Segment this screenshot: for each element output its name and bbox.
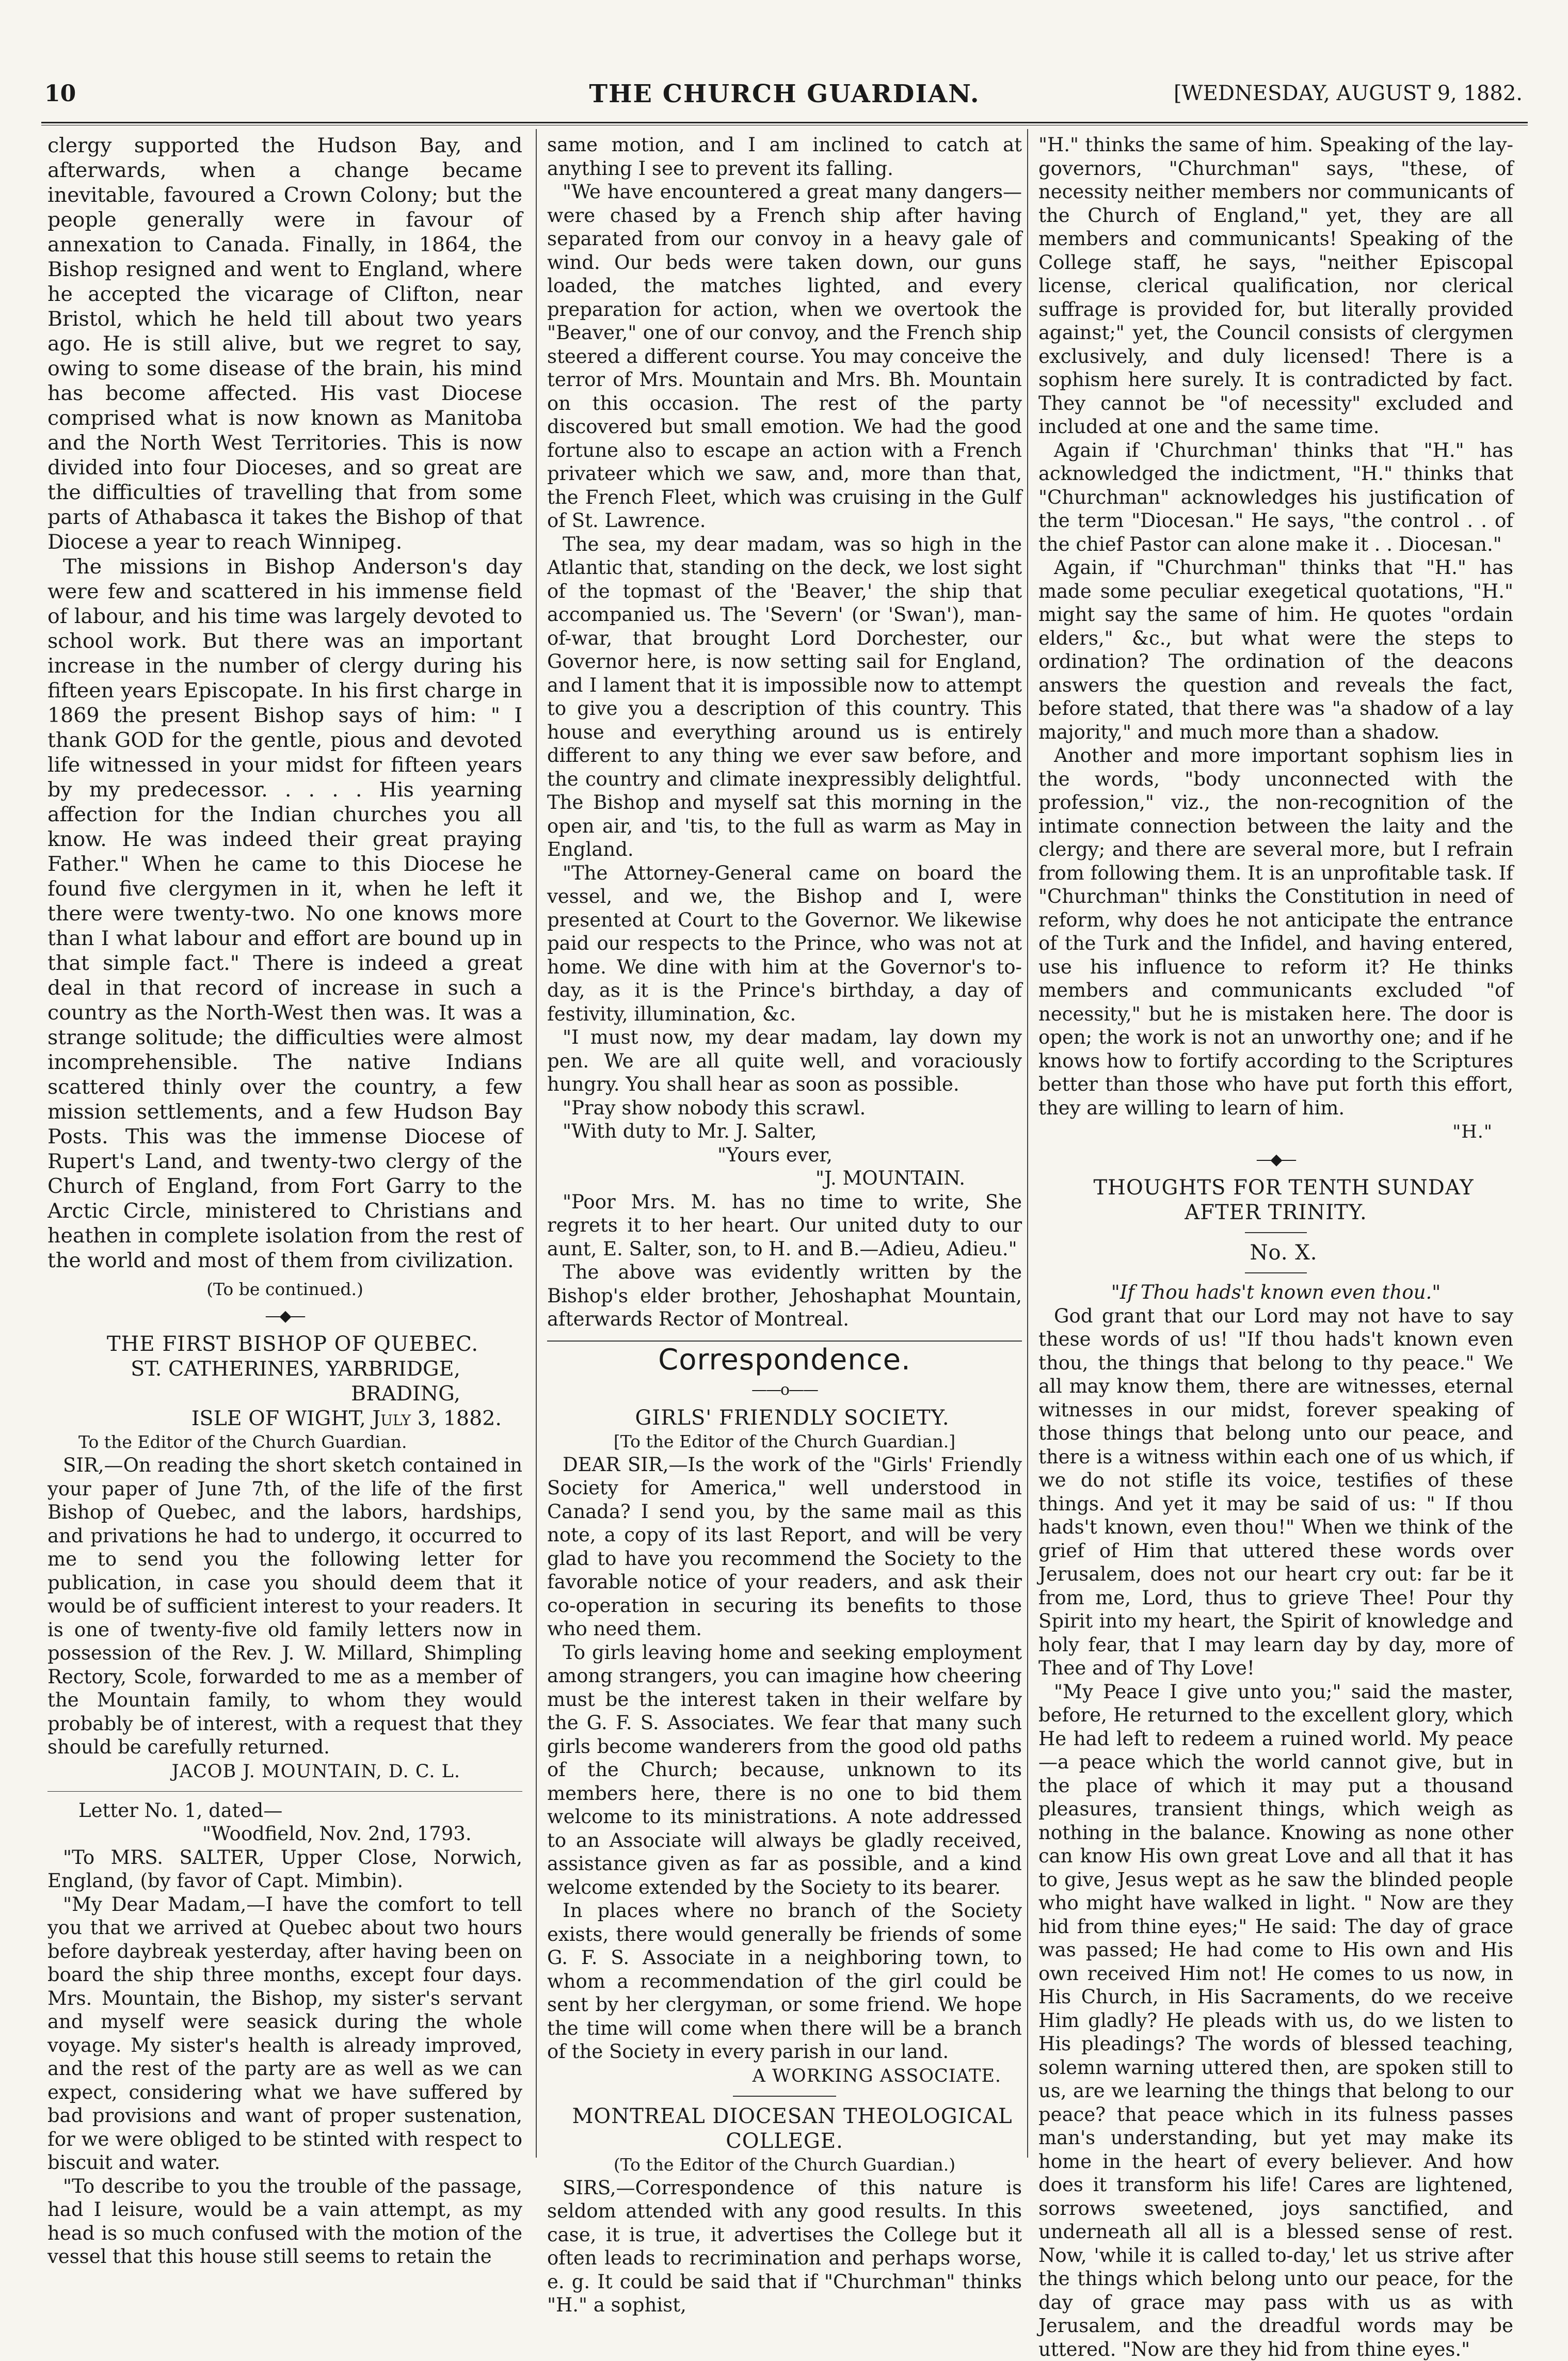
newspaper-title: THE CHURCH GUARDIAN. — [41, 79, 1528, 108]
letter-date: "Woodfield, Nov. 2nd, 1793. — [47, 1822, 522, 1846]
paragraph: The above was evidently written by the Bishop's elder brother, Jehoshaphat Mountain, afterwards Rector of Montreal. — [547, 1261, 1022, 1331]
divider — [1245, 1232, 1307, 1233]
letter-label: Letter No. 1, dated— — [47, 1799, 522, 1823]
paragraph: "With duty to Mr. J. Salter, — [547, 1120, 1022, 1143]
ornament: ——o—— — [547, 1378, 1022, 1402]
to-editor: [To the Editor of the Church Guardian.] — [547, 1430, 1022, 1453]
section-heading-correspondence: Correspondence. — [547, 1348, 1022, 1373]
paragraph: The missions in Bishop Anderson's day were few and scattered in his immense field of labour, and his time was largely devoted to school work. But there was an important increase in the number of clergy during his fifteen years Episcopate. In his first charge in 1869 the present Bishop says of him: " I thank GOD for the gentle, pious and devoted life witnessed in your midst for fifteen years by my predecessor. . . . . His yearning affection for the Indian churches you all know. He was indeed their great praying Father." When he came to this Diocese he found five clergymen in it, when he left it there were twenty-two. No one knows more than I what labour and effort are bound up in that simple fact." There is indeed a great deal in that record of increase in such a country as the North-West then was. It was a strange solitude; the difficulties were almost incomprehensible. The native Indians scattered thinly over the country, a few mission settlements, and a few Hudson Bay Posts. This was the immense Diocese of Rupert's Land, and twenty-two clergy of the Church of England, from Fort Garry to the Arctic Circle, ministered to Christians and heathen in complete isolation from the rest of the world and most of them from civilization. — [47, 554, 522, 1273]
article-heading: GIRLS' FRIENDLY SOCIETY. — [547, 1406, 1022, 1430]
paragraph: "Pray show nobody this scrawl. — [547, 1096, 1022, 1120]
paragraph: God grant that our Lord may not have to say these words of us! "If thou hads't known even thou, the things that belong to thy peace." We all may know them, there are witnesses, eternal witnesses in our midst, forever speaking of those things that belong unto our peace, and there is a witness within each one of us which, if we do not stifle its voice, testifies of these things. And yet it may be said of us: " If thou hads't known, even thou!" When we think of the grief of Him that uttered these words over Jerusalem, does not our heart cry out: far be it from me, Lord, thus to grieve Thee! Pour thy Spirit into my heart, the Spirit of knowledge and holy fear, that I may learn day by day, more of Thee and of Thy Love! — [1038, 1304, 1513, 1680]
article-heading: MONTREAL DIOCESAN THEOLOGICAL COLLEGE. — [547, 2104, 1022, 2153]
paragraph: same motion, and I am inclined to catch at anything I see to prevent its falling. — [547, 133, 1022, 180]
paragraph: "To describe to you the trouble of the passage, had I leisure, would be a vain attempt, as my head is so much confused with the motion of the vessel that this house still seems to retain the — [47, 2175, 522, 2269]
paragraph: In places where no branch of the Society exists, there would generally be friends of some G. F. S. Associate in a neighboring town, to whom a recommendation of the girl could be sent by her clergyman, or some friend. We hope the time will come when there will be a branch of the Society in every parish in our land. — [547, 1899, 1022, 2064]
paragraph: "I must now, my dear madam, lay down my pen. We are all quite well, and voraciously hungry. You shall hear as soon as possible. — [547, 1026, 1022, 1096]
signature: JACOB J. MOUNTAIN, D. C. L. — [47, 1759, 460, 1784]
issue-date: [WEDNESDAY, AUGUST 9, 1882. — [1174, 82, 1523, 105]
paragraph: clergy supported the Hudson Bay, and afterwards, when a change became inevitable, favoured a Crown Colony; but the people generally were in favour of annexation to Canada. Finally, in 1864, the Bishop resigned and went to England, where he accepted the vicarage of Clifton, near Bristol, which he held till about two years ago. He is still alive, but we regret to say, owing to some disease of the brain, his mind has become affected. His vast Diocese comprised what is now known as Manitoba and the North West Territories. This is now divided into four Dioceses, and so great are the difficulties of travelling that from some parts of Athabasca it takes the Bishop of that Diocese a year to reach Winnipeg. — [47, 133, 522, 554]
column-divider — [1027, 129, 1028, 2158]
to-editor: To the Editor of the Church Guardian. — [47, 1431, 522, 1454]
divider — [47, 1791, 522, 1792]
paragraph: Again, if "Churchman" thinks that "H." has made some peculiar exegetical quotations, "H." might say the same of him. He quotes "ordain elders," &c., but what were the steps to ordination? The ordination of the deacons answers the question and reveals the fact, before stated, that there was "a shadow of a lay majority," and much more than a shadow. — [1038, 556, 1513, 744]
paragraph: "My Dear Madam,—I have the comfort to tell you that we arrived at Quebec about two hours before daybreak yesterday, after having been on board the ship three months, except four days. Mrs. Mountain, the Bishop, my sister's servant and myself were seasick during the whole voyage. My sister's health is already improved, and the rest of the party are as well as we can expect, considering what we have suffered by bad provisions and want of proper sustenation, for we were obliged to be stinted with respect to biscuit and water. — [47, 1893, 522, 2175]
column-2 — [547, 133, 1022, 2317]
paragraph: DEAR SIR,—Is the work of the "Girls' Friendly Society for America," well understood in Canada? I send you, by the same mail as this note, a copy of its last Report, and will be very glad to have you recommend the Society to the favorable notice of your readers, and ask their co-operation in securing its benefits to those who need them. — [547, 1453, 1022, 1641]
epigraph: "If Thou hads't known even thou." — [1038, 1281, 1513, 1304]
letter-recipient: "To MRS. SALTER, Upper Close, Norwich, England, (by favor of Capt. Mimbin). — [47, 1846, 522, 1893]
paragraph: To girls leaving home and seeking employment among strangers, you can imagine how cheering must be the interest taken in their welfare by the G. F. S. Associates. We fear that many such girls become wanderers from the good old paths of the Church; because, unknown to its members here, there is no one to bid them welcome to its ministrations. A note addressed to an Associate will always be gladly received, assistance given as far as possible, and a kind welcome extended by the Society to its bearer. — [547, 1641, 1022, 1900]
divider — [733, 2096, 836, 2097]
paragraph: SIRS,—Correspondence of this nature is seldom attended with any good results. In this case, it is true, it advertises the College but it often leads to recrimination and perhaps worse, e. g. It could be said that if "Churchman" thinks "H." a sophist, — [547, 2176, 1022, 2317]
to-editor: (To the Editor of the Church Guardian.) — [547, 2153, 1022, 2176]
paragraph: "H." thinks the same of him. Speaking of the lay-governors, "Churchman" says, "these, of necessity neither members nor communicants of the Church of England," yet, they are all members and communicants! Speaking of the College staff, he says, "neither Episcopal license, clerical qualification, nor clerical suffrage is provided for, but literally provided against;" yet, the Council consists of clergymen exclusively, and duly licensed! There is a sophism here surely. It is contradicted by fact. They cannot be "of necessity" excluded and included at one and the same time. — [1038, 133, 1513, 439]
paragraph: SIR,—On reading the short sketch contained in your paper of June 7th, of the life of the first Bishop of Quebec, and the labors, hardships, and privations he had to undergo, it occurred to me to send you the following letter for publication, in case you should deem that it would be of sufficient interest to your readers. It is one of twenty-five old family letters now in possession of the Rev. J. W. Millard, Shimpling Rectory, Scole, forwarded to me as a member of the Mountain family, to whom they would probably be of interest, with a request that they should be carefully returned. — [47, 1454, 522, 1759]
paragraph: "Poor Mrs. M. has no time to write, She regrets it to her heart. Our united duty to our aunt, E. Salter, son, to H. and B.—Adieu, Adieu." — [547, 1190, 1022, 1261]
signature: "H." — [1038, 1120, 1493, 1144]
paragraph: "Yours ever, — [547, 1143, 1022, 1167]
paragraph: "We have encountered a great many dangers—were chased by a French ship after having separated from our convoy in a heavy gale of wind. Our beds were taken down, our guns loaded, the matches lighted, and every preparation for action, when we overtook the "Beaver," one of our convoy, and the French ship steered a different course. You may conceive the terror of Mrs. Mountain and Mrs. Bh. Mountain on this occasion. The rest of the party discovered but small emotion. We had the good fortune also to escape an action with a French privateer which we saw, and, more than that, the French Fleet, which was cruising in the Gulf of St. Lawrence. — [547, 180, 1022, 533]
continued-note: (To be continued.) — [47, 1278, 522, 1301]
page-number: 10 — [44, 81, 76, 107]
paragraph: "The Attorney-General came on board the vessel, and we, the Bishop and I, were presented at Court to the Governor. We likewise paid our respects to the Prince, who was not at home. We dine with him at the Governor's to-day, as it is the Prince's birthday, a day of festivity, illumination, &c. — [547, 862, 1022, 1026]
article-heading: THOUGHTS FOR TENTH SUNDAY AFTER TRINITY. — [1038, 1175, 1513, 1225]
address-line: ISLE OF WIGHT, July 3, 1882. — [47, 1406, 502, 1431]
masthead — [41, 77, 1528, 115]
column-1 — [47, 133, 522, 2269]
column-3 — [1038, 133, 1513, 2361]
address-line: ST. CATHERINES, YARBRIDGE, BRADING, — [47, 1357, 460, 1406]
signature: "J. MOUNTAIN. — [547, 1167, 1022, 1190]
paragraph: The sea, my dear madam, was so high in the Atlantic that, standing on the deck, we lost sight of the topmast of the 'Beaver,' the ship that accompanied us. The 'Severn' (or 'Swan'), man-of-war, that brought Lord Dorchester, our Governor here, is now setting sail for England, and I lament that it is impossible now to attempt to give you a description of this country. This house and everything around us is entirely different to any thing we ever saw before, and the country and climate inexpressibly delightful. The Bishop and myself sat this morning in the open air, and 'tis, to the full as warm as May in England. — [547, 533, 1022, 862]
article-heading: THE FIRST BISHOP OF QUEBEC. — [47, 1332, 522, 1357]
article-number: No. X. — [1038, 1240, 1513, 1265]
paragraph: "My Peace I give unto you;" said the master, before, He returned to the excellent glory, which He had left to redeem a ruined world. My peace—a peace which the world cannot give, but in the place of which it may put a thousand pleasures, transient things, which weigh as nothing in the balance. Knowing as none other can know His own great Love and all that it has to give, Jesus wept as he saw the blinded people who might have walked in light. " Now are they hid from thine eyes;" He said: The day of grace was passed; He had come to His own and His own received Him not! He comes to us now, in His Church, in His Sacraments, do we receive Him gladly? He pleads with us, do we listen to His pleadings? The words of blessed teaching, solemn warning uttered then, are spoken still to us, are we learning the things that belong to our peace? that peace which in its fulness passes man's understanding, but yet may make its home in the heart of every believer. And how does it transform his life! Cares are lightened, sorrows sweetened, joys sanctified, and underneath all all is a blessed sense of rest. Now, 'while it is called to-day,' let us strive after the things which belong unto our peace, for the day of grace may pass with us as with Jerusalem, and the dreadful words may be uttered. "Now are they hid from thine eyes." — [1038, 1680, 1513, 2361]
paragraph: Again if 'Churchman' thinks that "H." has acknowledged the indictment, "H." thinks that "Churchman" acknowledges his justification of the term "Diocesan." He says, "the control . . of the chief Pastor can alone make it . . Diocesan." — [1038, 439, 1513, 556]
masthead-rule — [41, 122, 1528, 123]
divider — [1245, 1272, 1307, 1273]
ornament: —◆— — [47, 1304, 522, 1329]
section-rule — [547, 1341, 1022, 1342]
ornament: —◆— — [1038, 1147, 1513, 1172]
signature: A WORKING ASSOCIATE. — [547, 2064, 1001, 2088]
column-divider — [536, 129, 537, 2158]
paragraph: Another and more important sophism lies in the words, "body unconnected with the profession," viz., the non-recognition of the intimate connection between the laity and the clergy; and there are several more, but I refrain from following them. It is an unprofitable task. If "Churchman" thinks the Constitution in need of reform, why does he not anticipate the entrance of the Turk and the Infidel, and having entered, use his influence to reform it? He thinks members and communicants excluded "of necessity," but he is mistaken here. The door is open; the work is not an unworthy one; and if he knows how to fortify according to the Scriptures better than those who have put forth this effort, they are willing to learn of him. — [1038, 744, 1513, 1120]
